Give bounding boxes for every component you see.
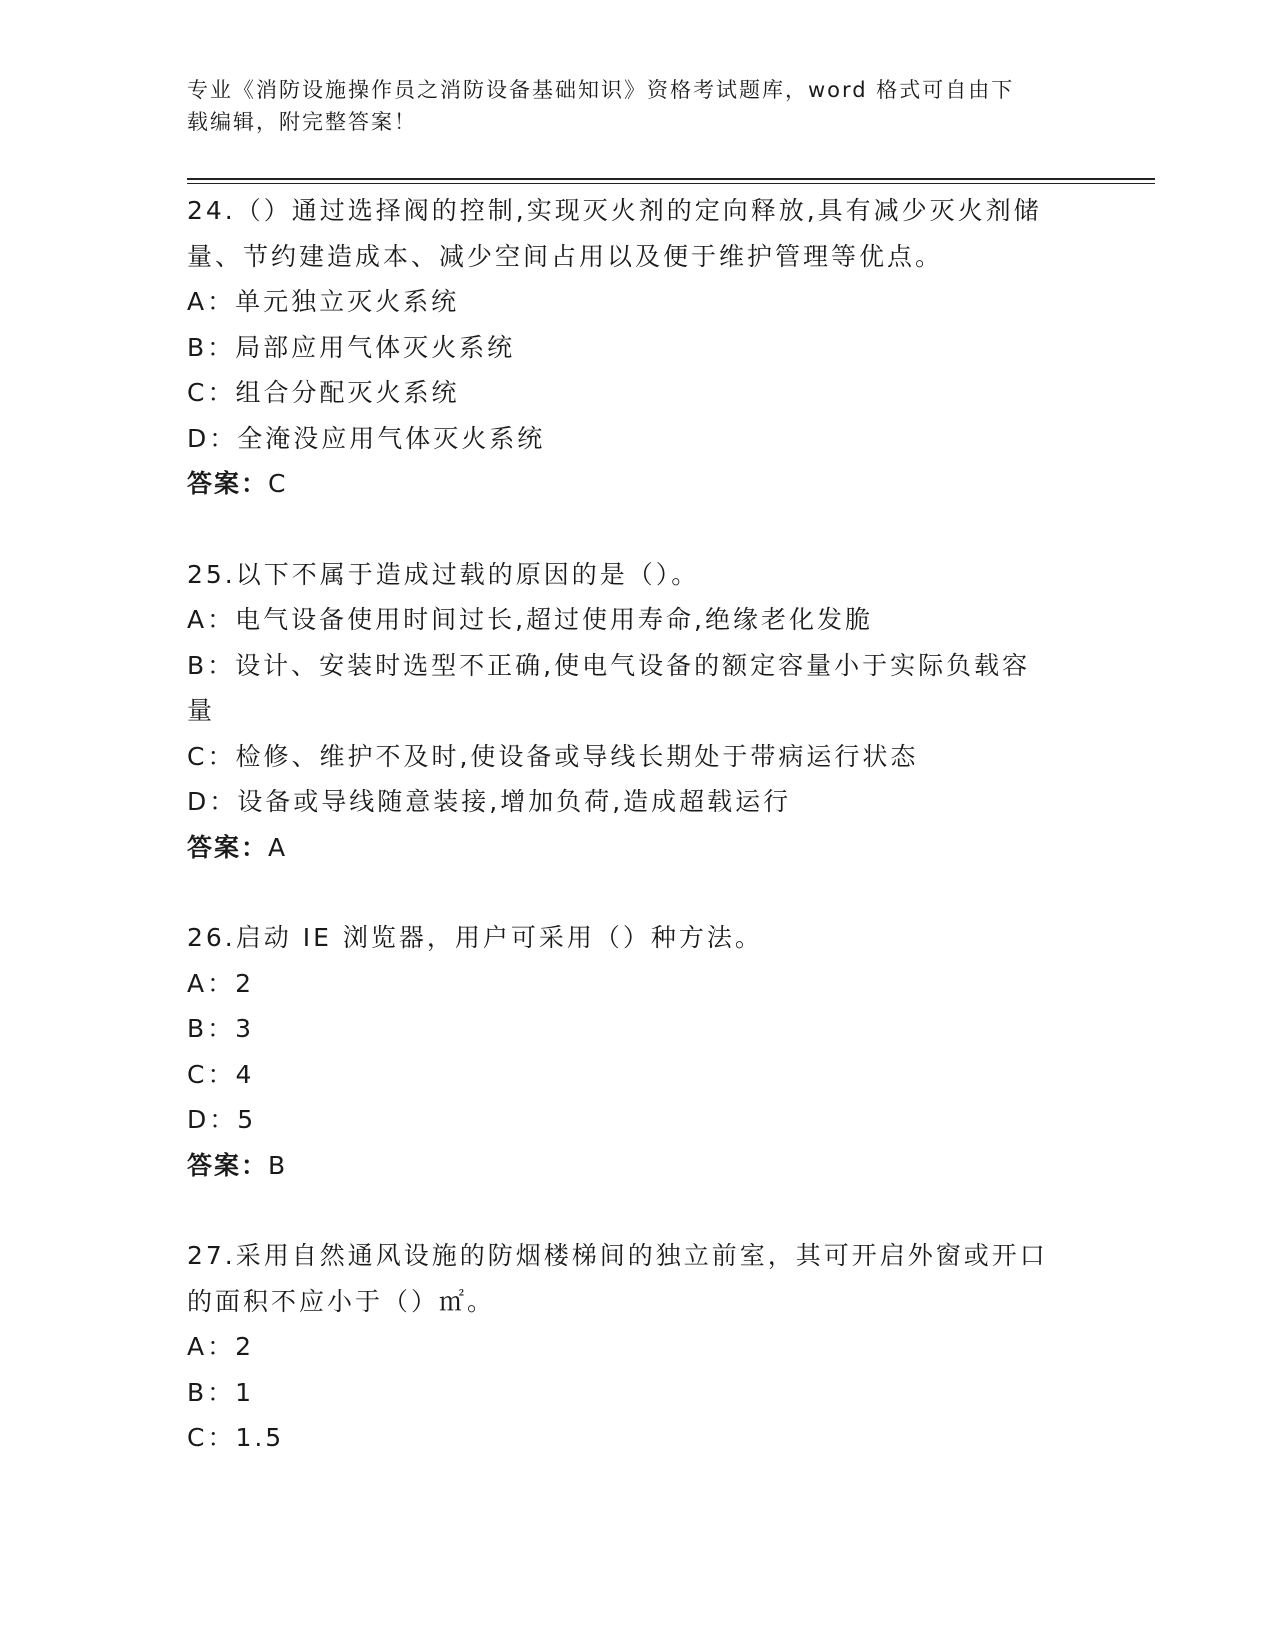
option-b: B：1: [187, 1377, 255, 1407]
answer-label: 答案：: [187, 469, 269, 498]
header-divider-thick: [187, 178, 1155, 180]
option-d: D：全淹没应用气体灭火系统: [187, 423, 546, 453]
answer-label: 答案：: [187, 832, 269, 862]
document-header: [187, 74, 1067, 138]
option-b: B：3: [187, 1014, 255, 1043]
question-27: [187, 1233, 1087, 1461]
answer-value: C: [268, 469, 288, 498]
question-stem: 26.启动 IE 浏览器，用户可采用（）种方法。: [187, 923, 763, 952]
option-c: C：组合分配灭火系统: [187, 378, 460, 407]
option-d: D：5: [187, 1105, 257, 1134]
question-stem: 的面积不应小于（）㎡。: [187, 1286, 496, 1316]
answer-line: [187, 1143, 1087, 1189]
option-c: C：4: [187, 1059, 255, 1089]
option-b: B：设计、安装时选型不正确,使电气设备的额定容量小于实际负载容: [187, 650, 1031, 680]
answer-value: A: [268, 832, 288, 862]
header-divider-thin: [187, 183, 1155, 184]
question-stem: 量、节约建造成本、减少空间占用以及便于维护管理等优点。: [187, 241, 944, 271]
option-b: B：局部应用气体灭火系统: [187, 332, 516, 362]
option-d: D：设备或导线随意装接,增加负荷,造成超载运行: [187, 787, 792, 816]
answer-label: 答案：: [187, 1150, 269, 1180]
answer-value: B: [268, 1150, 288, 1180]
answer-line: [187, 461, 1087, 507]
option-c: C：检修、维护不及时,使设备或导线长期处于带病运行状态: [187, 741, 919, 771]
option-a: A：2: [187, 968, 255, 998]
question-24: [187, 188, 1087, 507]
question-list: [187, 188, 1087, 1506]
option-a: A：2: [187, 1332, 255, 1361]
question-stem: 24.（）通过选择阀的控制,实现灭火剂的定向释放,具有减少灭火剂储: [187, 196, 1042, 225]
answer-line: [187, 825, 1087, 871]
option-c: C：1.5: [187, 1423, 285, 1452]
question-stem: 27.采用自然通风设施的防烟楼梯间的独立前室，其可开启外窗或开口: [187, 1241, 1048, 1270]
header-line-2: 载编辑，附完整答案！: [187, 110, 417, 134]
header-line-1: 专业《消防设施操作员之消防设备基础知识》资格考试题库，word 格式可自由下: [187, 78, 1015, 102]
option-b-continued: 量: [187, 696, 216, 725]
question-26: [187, 915, 1087, 1188]
option-a: A：单元独立灭火系统: [187, 287, 460, 316]
question-stem: 25.以下不属于造成过载的原因的是（）。: [187, 559, 700, 589]
question-25: [187, 552, 1087, 871]
option-a: A：电气设备使用时间过长,超过使用寿命,绝缘老化发脆: [187, 605, 873, 634]
